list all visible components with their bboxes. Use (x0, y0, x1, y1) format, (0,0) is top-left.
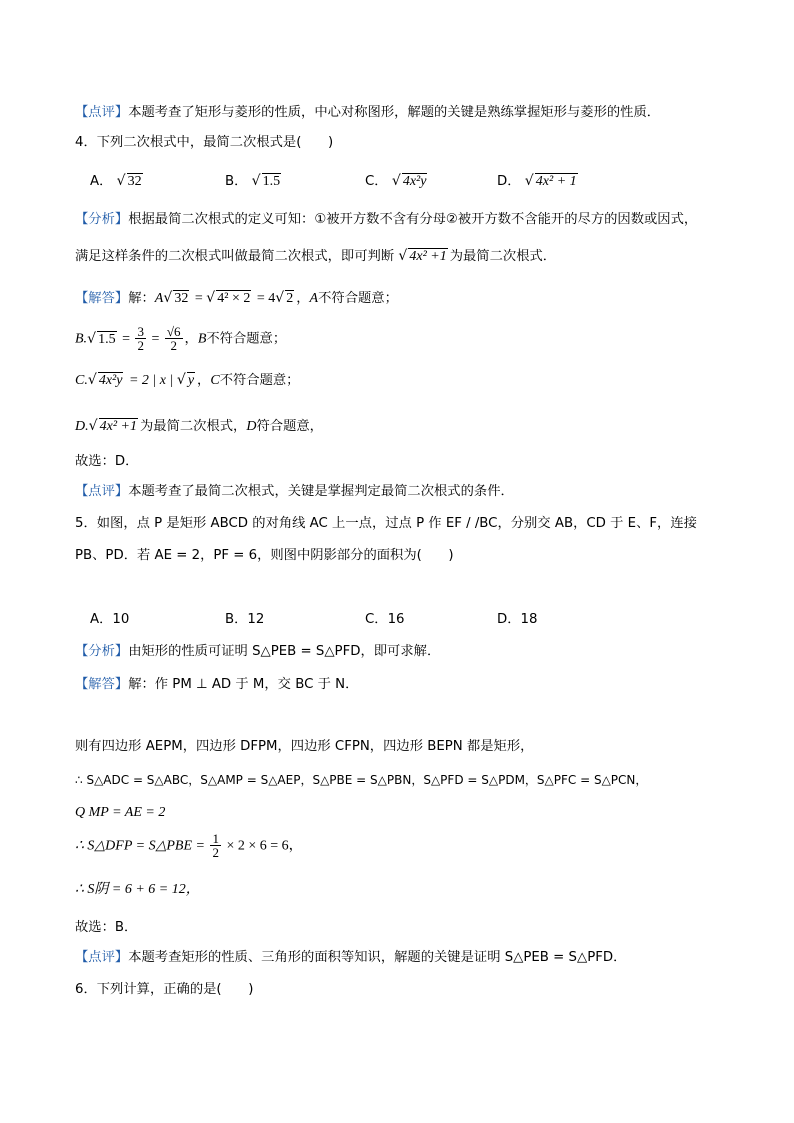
sol-eq2: = 4 (253, 291, 276, 306)
q4-option-d-label: D． (497, 174, 521, 189)
sol-pre: 解： (128, 291, 155, 306)
radical: √ 4² × 2 (206, 290, 251, 306)
radical: √ 4x² +1 (88, 418, 137, 434)
fraction: $\frac{√6}{2}$ (166, 324, 181, 353)
q4-stem: 4．下列二次根式中，最简二次根式是( ) (75, 135, 334, 150)
sol-rad2: 4² × 2 (217, 291, 251, 306)
analysis-text-2b: 为最简二次根式． (449, 249, 557, 264)
q4-option-c (365, 172, 429, 192)
radical: √ 4x²y (391, 173, 427, 189)
radical: √ 32 (163, 290, 189, 306)
q5-stem-line2: PB、PD．若 AE = 2，PF = 6，则图中阴影部分的面积为( ) (75, 548, 454, 563)
analysis-rad: 4x² +1 (409, 249, 447, 264)
q4-option-a-rad: 32 (127, 174, 142, 189)
sol-eq: = (191, 291, 207, 306)
q5-option-d: D．18 (497, 612, 538, 627)
comment-text: 本题考查了最简二次根式，关键是掌握判定最简二次根式的条件． (128, 484, 514, 499)
q5-option-b: B．12 (225, 612, 265, 627)
q4-option-d-rad: 4x² + 1 (535, 174, 577, 189)
sol-c-rad2: y (187, 373, 195, 388)
q5-step-4 (75, 832, 303, 862)
answer-tag: 【解答】 (75, 677, 129, 692)
q4-option-a (90, 172, 145, 192)
q4-option-b (225, 172, 283, 192)
sol-letter: A (154, 291, 164, 306)
radical: √ 32 (116, 173, 142, 189)
sol-c-rad: 4x²y (98, 373, 123, 388)
q6-stem: 6．下列计算，正确的是( ) (75, 982, 254, 997)
sol-c-letter: C. (75, 373, 88, 388)
comment-tag: 【点评】 (75, 105, 129, 120)
q5-option-a: A．10 (90, 612, 130, 627)
q4-analysis-line2 (75, 247, 556, 267)
sol-c-eq: = 2 | x | (125, 373, 177, 388)
radical: √ 2 (275, 290, 294, 306)
sol-rad3: 2 (286, 291, 294, 306)
q5-stem-line1: 5．如图，点 P 是矩形 ABCD 的对角线 AC 上一点，过点 P 作 EF / /BC，分别交 AB，CD 于 E、F，连接 (75, 516, 697, 531)
q4-analysis-line1 (75, 210, 697, 230)
q4-solution-c: C. √ 4x²y = 2 | x | √ y ，C不符合题意； (75, 371, 299, 391)
comment-text: 本题考查了矩形与菱形的性质，中心对称图形，解题的关键是熟练掌握矩形与菱形的性质． (128, 105, 661, 120)
radical: √ 4x²y (87, 372, 123, 388)
q5-option-c: C．16 (365, 612, 405, 627)
analysis-tag: 【分析】 (75, 212, 129, 227)
answer-tag: 【解答】 (75, 291, 129, 306)
sol-c-letter-2: C (210, 373, 220, 388)
comment-tag: 【点评】 (75, 950, 129, 965)
radical: √ 4x² + 1 (524, 173, 577, 189)
line-comment-1 (75, 103, 660, 123)
comment-tag: 【点评】 (75, 484, 129, 499)
analysis-text: 由矩形的性质可证明 S△PEB = S△PFD，即可求解． (128, 644, 441, 659)
q5-step-1: 则有四边形 AEPM，四边形 DFPM，四边形 CFPN，四边形 BEPN 都是矩形， (75, 739, 534, 754)
q5-comment (75, 948, 626, 968)
sol-b-letter: B. (75, 331, 88, 347)
radical: √ 1.5 (87, 330, 116, 347)
sol-d-letter-2: D (246, 419, 257, 434)
q5-answer (75, 675, 358, 695)
sol-tail: 不符合题意； (318, 291, 398, 306)
q5-step-4a: ∴ S△DFP = S△PBE = (75, 838, 209, 854)
sol-d-letter: D. (75, 419, 89, 434)
sol-b-rad: 1.5 (98, 331, 116, 347)
q4-option-c-label: C． (365, 174, 388, 189)
q4-option-c-rad: 4x²y (402, 174, 427, 189)
q4-solution-a (75, 289, 398, 309)
q5-choose: 故选：B． (75, 920, 138, 935)
q5-step-3: Q MP = AE = 2 (75, 805, 166, 820)
analysis-text: 根据最简二次根式的定义可知：①被开方数不含有分母②被开方数不含能开的尽方的因数或因式， (128, 212, 698, 227)
sol-rad1: 32 (174, 291, 189, 306)
sol-letter-a: A (309, 291, 319, 306)
analysis-text-2a: 满足这样条件的二次根式叫做最简二次根式，即可判断 (75, 249, 395, 264)
fraction: $\frac{3}{2}$ (137, 324, 144, 353)
answer-text: 解：作 PM ⊥ AD 于 M，交 BC 于 N． (128, 677, 359, 692)
radical: √ y (176, 372, 195, 388)
q5-step-5: ∴ S阴 = 6 + 6 = 12， (75, 882, 200, 897)
comment-text: 本题考查矩形的性质、三角形的面积等知识，解题的关键是证明 S△PEB = S△PFD． (128, 950, 627, 965)
sol-b-letter-2: B (197, 331, 207, 347)
radical: √ 4x² +1 (398, 248, 447, 264)
q4-comment (75, 482, 514, 502)
q4-option-d (497, 172, 580, 192)
q5-analysis (75, 642, 440, 662)
radical: √ 1.5 (251, 173, 281, 189)
analysis-tag: 【分析】 (75, 644, 129, 659)
q4-option-a-label: A． (90, 174, 113, 189)
q4-option-b-label: B． (225, 174, 248, 189)
q4-choose: 故选：D． (75, 454, 139, 469)
fraction: $\frac{1}{2}$ (212, 831, 219, 860)
q5-step-2: ∴ S△ADC = S△ABC，S△AMP = S△AEP，S△PBE = S△PBN，S△PFD = S△PDM，S△PFC = S△PCN， (75, 773, 648, 787)
q5-step-4b: × 2 × 6 = 6， (222, 838, 303, 854)
q4-option-b-rad: 1.5 (262, 174, 281, 189)
sol-comma: ， (296, 291, 310, 306)
sol-d-rad: 4x² +1 (99, 419, 137, 434)
q4-solution-d: D. √ 4x² +1 为最简二次根式，D符合题意， (75, 417, 323, 437)
q4-solution-b: B. √ 1.5 = $\frac{3}{2}$ = $\frac{√6}{2}$ ，B不符合题意； (75, 324, 287, 353)
